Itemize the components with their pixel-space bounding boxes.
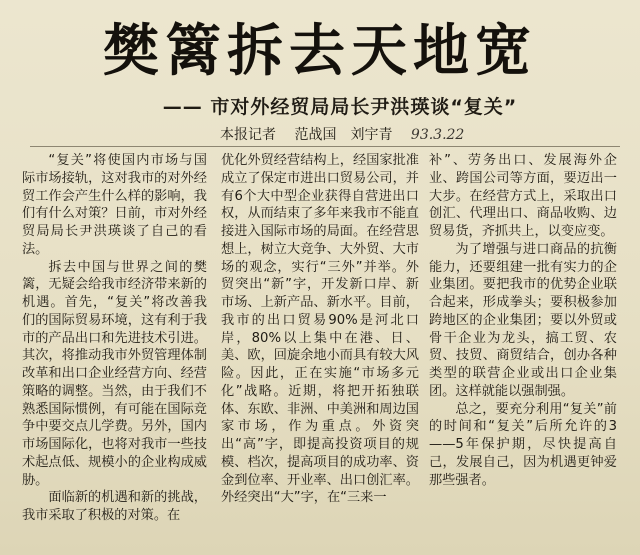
paragraph: 优化外贸经营结构上，经国家批准成立了保定市进出口贸易公司，并有6个大中型企业获得自营进出口权，从而结束了多年来我市不能直接进入国际市场的局面。在经营思想上，树立大竞争、大外贸、大市场的观念，实行“三外”并举。外贸突出“新”字，开发新口岸、新市场、上新产品、新水平。目前，我市的出口贸易90%是河北口岸，80%以上集中在港、日、美、欧，回旋余地小而具有较大风险。因此，正在实施“市场多元化”战略。近期，将把开拓独联体、东欧、非洲、中美洲和周边国家市场，作为重点。外资突出“高”字，即提高投资项目的规模、档次，提高项目的成功率、资金到位率、开业率、出口创汇率。外经突出“大”字，在“三来一 [221,153,419,506]
header-divider [30,146,620,147]
reporter-label: 本报记者 [220,127,276,143]
headline: 樊篱拆去天地宽 [103,18,537,84]
article-column-3 [429,152,617,550]
byline [220,124,478,144]
paragraph: “复关”将使国内市场与国际市场接轨，这对我市的对外经贸工作会产生什么样的影响，我们有什么对策？日前，市对外经贸局局长尹洪瑛谈了自己的看法。 [22,153,207,257]
handwritten-date: 93.3.22 [410,127,465,143]
reporter-names: 范战国 刘宇青 [294,127,393,143]
article-column-1 [22,152,207,550]
paragraph: 补”、劳务出口、发展海外企业、跨国公司等方面，要迈出一大步。在经营方式上，采取出口创汇、代理出口、商品收购、边贸易货，齐抓共上，以变应变。 [429,153,617,239]
paragraph: 面临新的机遇和新的挑战，我市采取了积极的对策。在 [22,490,207,523]
paragraph: 拆去中国与世界之间的樊篱，无疑会给我市经济带来新的机遇。首先，“复关”将改善我们的国际贸易环境，这有利于我市的产品出口和先进技术引进。其次，将推动我市外贸管理体制改革和出口企业经营方向、经营策略的调整。当然，由于我们不熟悉国际惯例，有可能在国际竞争中要交点儿学费。另外，国内市场国际化，也将对我市一些技术起点低、规模小的企业构成威胁。 [22,259,207,488]
article-column-2 [221,152,419,550]
paragraph: 为了增强与进口商品的抗衡能力，还要组建一批有实力的企业集团。要把我市的优势企业联合起来，形成拳头；要积极参加跨地区的企业集团；要以外贸或骨干企业为龙头，搞工贸、农贸、技贸、商贸结合，创办各种类型的联营企业或出口企业集团。这样就能以强制强。 [429,241,617,399]
subtitle: —— 市对外经贸局局长尹洪瑛谈“复关” [162,96,518,118]
paragraph: 总之，要充分利用“复关”前的时间和“复关”后所允许的3——5年保护期，尽快提高自己，发展自己，因为机遇更钟爱那些强者。 [429,401,617,488]
